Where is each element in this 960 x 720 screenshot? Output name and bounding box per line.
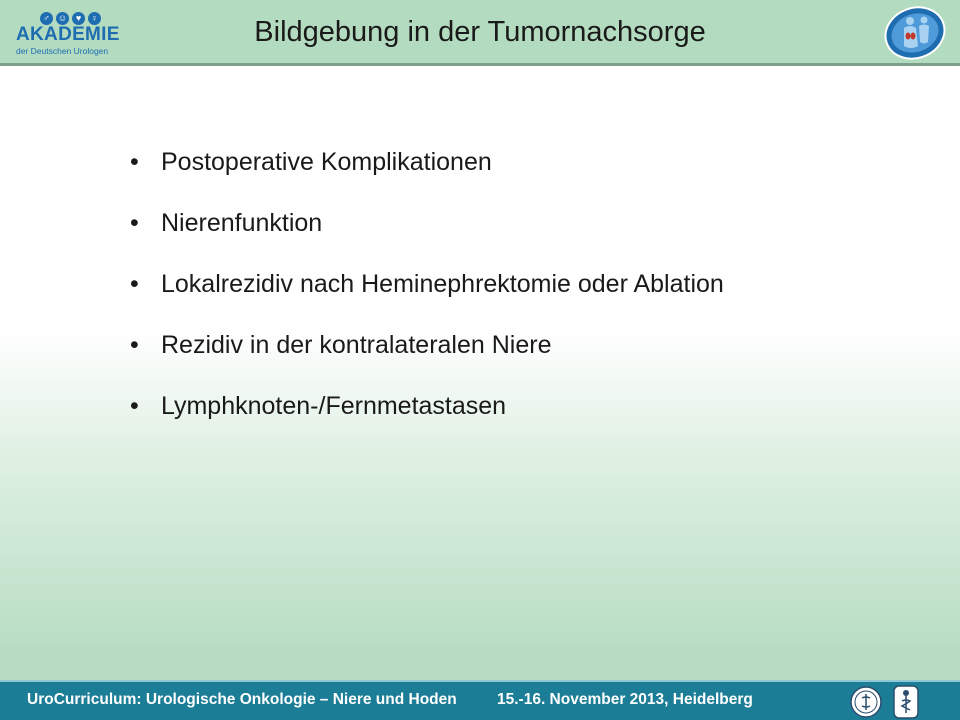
anatomy-emblem-icon bbox=[882, 4, 948, 62]
bullet-text: Rezidiv in der kontralateralen Niere bbox=[161, 331, 552, 359]
bullet-list bbox=[130, 148, 910, 453]
logo-subtitle: der Deutschen Urologen bbox=[16, 46, 109, 56]
bullet-icon: • bbox=[130, 270, 139, 298]
logo-symbol-icon: ♥ bbox=[72, 12, 85, 25]
footer-date-location: 15.-16. November 2013, Heidelberg bbox=[497, 691, 753, 708]
bullet-text: Nierenfunktion bbox=[161, 209, 323, 237]
aesculapius-badge-icon bbox=[893, 685, 919, 719]
bullet-item bbox=[130, 270, 910, 331]
bullet-icon: • bbox=[130, 148, 139, 176]
logo-symbol-icon: ♀ bbox=[88, 12, 101, 25]
bullet-icon: • bbox=[130, 209, 139, 237]
bullet-item bbox=[130, 148, 910, 209]
society-seal-icon bbox=[850, 686, 882, 718]
slide-footer bbox=[0, 680, 960, 720]
bullet-icon: • bbox=[130, 331, 139, 359]
bullet-item bbox=[130, 331, 910, 392]
slide-header bbox=[0, 0, 960, 66]
bullet-text: Postoperative Komplikationen bbox=[161, 148, 492, 176]
logo-symbol-icon: ♂ bbox=[40, 12, 53, 25]
bullet-text: Lymphknoten-/Fernmetastasen bbox=[161, 392, 507, 420]
bullet-text: Lokalrezidiv nach Heminephrektomie oder Ablation bbox=[161, 270, 724, 298]
akademie-logo bbox=[10, 6, 130, 60]
footer-course: UroCurriculum: Urologische Onkologie – Niere und Hoden bbox=[27, 691, 457, 708]
bullet-icon: • bbox=[130, 392, 139, 420]
bullet-item bbox=[130, 209, 910, 270]
bullet-item bbox=[130, 392, 910, 453]
logo-text: AKADEMIE bbox=[16, 24, 120, 45]
logo-symbol-icon: ☺ bbox=[57, 13, 68, 23]
slide-title: Bildgebung in der Tumornachsorge bbox=[254, 16, 706, 48]
